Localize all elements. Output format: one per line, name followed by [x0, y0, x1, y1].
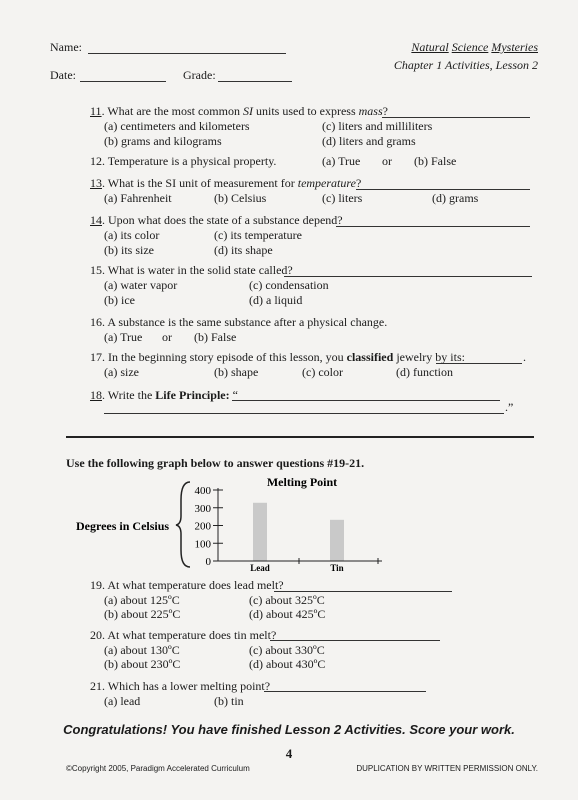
section-divider: [66, 436, 534, 438]
melting-point-chart: [60, 472, 400, 582]
name-label: Name:: [50, 40, 82, 54]
question-19: 19. At what temperature does lead melt?: [90, 578, 284, 592]
copyright-notice: ©Copyright 2005, Paradigm Accelerated Curriculum: [66, 764, 250, 773]
quote-close: .”: [505, 400, 514, 414]
answer-line-17[interactable]: [436, 363, 522, 364]
option-16-or: or: [162, 330, 172, 344]
y-tick-label: 0: [205, 556, 211, 568]
option-16a: (a) True: [104, 330, 143, 344]
answer-line-20[interactable]: [270, 640, 440, 641]
y-tick-label: 300: [194, 502, 211, 515]
y-tick-label: 200: [194, 520, 211, 533]
option-15a: (a) water vapor: [104, 278, 178, 292]
option-14d: (d) its shape: [214, 243, 273, 257]
brace-icon: [176, 482, 190, 567]
option-20d: (d) about 430ºC: [249, 657, 326, 671]
question-15: 15. What is water in the solid state called?: [90, 263, 293, 277]
option-11a: (a) centimeters and kilometers: [104, 119, 250, 133]
answer-line-13[interactable]: [356, 189, 530, 190]
option-16b: (b) False: [194, 330, 237, 344]
option-20a: (a) about 130ºC: [104, 643, 180, 657]
question-17: 17. In the beginning story episode of this lesson, you classified jewelry by its:: [90, 350, 465, 364]
question-11: 11. What are the most common SI units used to express mass?: [90, 104, 388, 118]
option-19c: (c) about 325ºC: [249, 593, 325, 607]
option-14a: (a) its color: [104, 228, 160, 242]
option-12b: (b) False: [414, 154, 457, 168]
graph-instructions: Use the following graph below to answer questions #19-21.: [66, 456, 365, 470]
option-11d: (d) liters and grams: [322, 134, 416, 148]
question-13: 13. What is the SI unit of measurement for temperature?: [90, 176, 362, 190]
answer-line-15[interactable]: [284, 276, 532, 277]
option-17c: (c) color: [302, 365, 343, 379]
answer-line-14[interactable]: [336, 226, 530, 227]
option-19b: (b) about 225ºC: [104, 607, 181, 621]
option-11b: (b) grams and kilograms: [104, 134, 222, 148]
grade-field[interactable]: [218, 81, 292, 82]
option-14b: (b) its size: [104, 243, 154, 257]
grade-label: Grade:: [183, 68, 216, 82]
page-number: 4: [285, 746, 293, 761]
option-17b: (b) shape: [214, 365, 259, 379]
option-14c: (c) its temperature: [214, 228, 302, 242]
bar-tin: [330, 520, 344, 561]
book-title: Natural Science Mysteries: [411, 40, 538, 54]
option-17d: (d) function: [396, 365, 453, 379]
date-field[interactable]: [80, 81, 166, 82]
question-20: 20. At what temperature does tin melt?: [90, 628, 277, 642]
life-principle-line-1[interactable]: [232, 400, 500, 401]
y-tick-label: 100: [194, 538, 211, 551]
option-13c: (c) liters: [322, 191, 363, 205]
option-12a: (a) True: [322, 154, 361, 168]
option-13b: (b) Celsius: [214, 191, 267, 205]
option-19d: (d) about 425ºC: [249, 607, 326, 621]
option-15d: (d) a liquid: [249, 293, 303, 307]
chart-ylabel: Degrees in Celsius: [76, 519, 170, 533]
question-17-period: .: [523, 350, 526, 364]
option-15c: (c) condensation: [249, 278, 329, 292]
y-tick-label: 400: [194, 485, 211, 497]
duplication-notice: DUPLICATION BY WRITTEN PERMISSION ONLY.: [356, 764, 538, 773]
answer-line-19[interactable]: [274, 591, 452, 592]
life-principle-line-2[interactable]: [104, 413, 504, 414]
x-tick-label: Tin: [330, 563, 344, 573]
name-field[interactable]: [88, 53, 286, 54]
question-16: 16. A substance is the same substance after a physical change.: [90, 315, 388, 329]
option-20b: (b) about 230ºC: [104, 657, 181, 671]
question-14: 14. Upon what does the state of a substance depend?: [90, 213, 343, 227]
option-21b: (b) tin: [214, 694, 244, 708]
option-12-or: or: [382, 154, 392, 168]
date-label: Date:: [50, 68, 76, 82]
question-21: 21. Which has a lower melting point?: [90, 679, 271, 693]
option-13d: (d) grams: [432, 191, 479, 205]
option-11c: (c) liters and milliliters: [322, 119, 433, 133]
option-20c: (c) about 330ºC: [249, 643, 325, 657]
answer-line-21[interactable]: [264, 691, 426, 692]
question-12: 12. Temperature is a physical property.: [90, 154, 277, 168]
answer-line-11[interactable]: [382, 117, 530, 118]
x-tick-label: Lead: [250, 563, 270, 573]
option-19a: (a) about 125ºC: [104, 593, 180, 607]
chapter-subtitle: Chapter 1 Activities, Lesson 2: [393, 58, 538, 72]
option-21a: (a) lead: [104, 694, 141, 708]
bar-lead: [253, 503, 267, 561]
chart-title: Melting Point: [266, 475, 338, 489]
option-17a: (a) size: [104, 365, 139, 379]
question-18: 18. Write the Life Principle: “: [90, 388, 238, 402]
option-13a: (a) Fahrenheit: [104, 191, 172, 205]
congratulations-message: Congratulations! You have finished Lesson 2 Activities. Score your work.: [63, 722, 515, 737]
option-15b: (b) ice: [104, 293, 135, 307]
